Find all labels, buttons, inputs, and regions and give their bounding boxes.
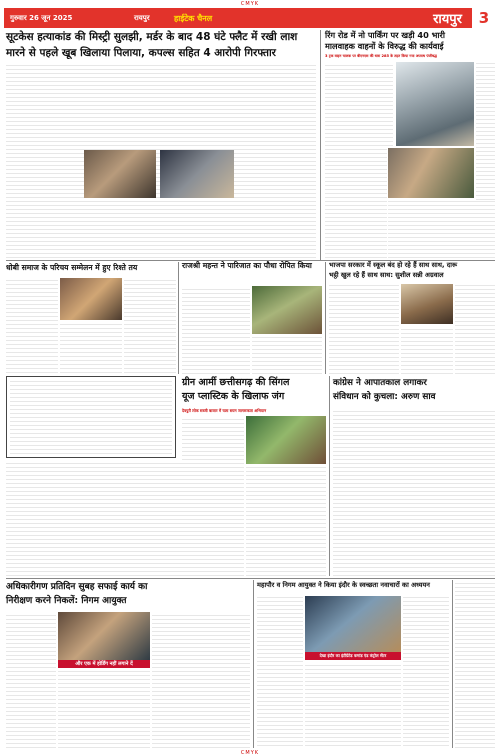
column-rule xyxy=(320,30,321,260)
rajshri-photo xyxy=(252,286,322,334)
rajshri-text-tail xyxy=(252,336,322,374)
bjp-photo xyxy=(401,284,453,324)
parking-text-bottom xyxy=(325,148,387,258)
mayor-photo-caption: देखा इंदौर का इंटीग्रेटेड कमांड एंड कंट्रोल सेंटर xyxy=(305,652,401,660)
commissioner-text-left xyxy=(6,612,56,748)
commissioner-headline-2: निरीक्षण करने निकलें: निगम आयुक्त xyxy=(6,596,127,606)
rajshri-text xyxy=(182,286,250,374)
commissioner-text-mid xyxy=(58,670,150,748)
brand-name: हाईटेक चैनल xyxy=(174,13,213,23)
column-rule xyxy=(178,262,179,374)
bjp-headline-1: भाजपा सरकार में स्कूल बंद हो रहे हैं साथ साथ, दारू xyxy=(329,261,458,269)
green-army-headline-1: ग्रीन आर्मी छत्तीसगढ़ की सिंगल xyxy=(182,377,290,388)
column-rule xyxy=(329,376,330,576)
row-rule-2 xyxy=(6,578,495,579)
police-photo xyxy=(388,148,474,198)
column-rule xyxy=(253,580,254,748)
hoarding-caption: और एक में होर्डिंग नहीं लगाने दें xyxy=(58,660,150,668)
commissioner-headline-1: अधिकारीगण प्रतिदिन सुबह सफाई कार्य का xyxy=(6,582,148,592)
edition-city: रायपुर xyxy=(134,13,150,22)
parking-subhead: 3 ट्रक वाहन चालक पर बीएनएस की धारा 285 के तहत किया गया अपराध पंजीबद्ध xyxy=(325,54,437,58)
dhobi-text-left xyxy=(6,278,58,373)
lead-photo-1 xyxy=(84,150,156,198)
bjp-text-left xyxy=(329,284,399,374)
parking-text-tail xyxy=(388,200,495,258)
dhobi-photo xyxy=(60,278,122,320)
mayor-photo xyxy=(305,596,401,652)
issue-date: गुरुवार 26 जून 2025 xyxy=(10,13,73,22)
dhobi-text-mid xyxy=(60,322,122,373)
lead-headline-1: सूटकेस हत्याकांड की मिस्ट्री सुलझी, मर्डर के बाद 48 घंटे फ्लैट में रखी लाश xyxy=(6,31,298,43)
bjp-text-right xyxy=(455,284,495,374)
cmyk-mark-top: CMYK xyxy=(240,1,260,7)
green-army-headline-2: यूज प्लास्टिक के खिलाफ जंग xyxy=(182,391,285,402)
masthead-bar xyxy=(4,8,496,28)
mayor-headline: महापौर व निगम आयुक्त ने किया इंदौर के स्वच्छता नवाचारों का अध्ययन xyxy=(257,581,430,589)
parking-text-left xyxy=(325,62,393,146)
column-rule xyxy=(452,580,453,748)
green-army-subhead: देवपुरी लोक सब्जी बाजार में चला सघन जागरूकता अभियान xyxy=(182,408,267,413)
side-column-text xyxy=(455,582,495,748)
lead-photo-2 xyxy=(160,150,234,198)
section-title: रायपुर xyxy=(433,12,462,27)
bjp-headline-2: भट्ठी खुल रहे हैं साथ साथ: सुशील सन्नी अग्रवाल xyxy=(329,271,444,279)
lead-headline-2: मारने से पहले खूब खिलाया पिलाया, कपल्स सहित 4 आरोपी गिरफ्तार xyxy=(6,47,276,59)
truck-photo xyxy=(396,62,474,146)
dhobi-text-right xyxy=(124,278,176,373)
green-army-photo xyxy=(246,416,326,464)
commissioner-photo xyxy=(58,612,150,660)
congress-text xyxy=(333,408,495,576)
cmyk-mark-bottom: CMYK xyxy=(240,750,260,756)
notice-text xyxy=(10,380,172,454)
green-army-text-bottom xyxy=(6,462,244,576)
mayor-text-right xyxy=(403,596,449,746)
dhobi-headline: धोबी समाज के परिचय सम्मेलन में हुए रिश्ते तय xyxy=(6,263,138,272)
mayor-text-mid xyxy=(305,662,401,746)
parking-headline-1: रिंग रोड में नो पार्किंग पर खड़ी 40 भारी xyxy=(325,30,446,40)
congress-headline-1: कांग्रेस ने आपातकाल लगाकर xyxy=(333,378,427,388)
column-rule xyxy=(325,262,326,374)
notice-box xyxy=(6,376,176,458)
rajshri-headline-1: राजश्री महन्त ने पारिजात का पौधा रोपित किया xyxy=(182,261,312,270)
commissioner-text-right xyxy=(152,612,250,748)
congress-headline-2: संविधान को कुचला: अरुण साव xyxy=(333,392,436,402)
mayor-text-left xyxy=(257,596,303,746)
bjp-text-mid xyxy=(401,326,453,374)
green-army-text-right xyxy=(246,466,326,576)
page-number: 3 xyxy=(472,8,496,28)
parking-headline-2: मालवाहक वाहनों के विरुद्ध की कार्यवाई xyxy=(325,41,444,51)
